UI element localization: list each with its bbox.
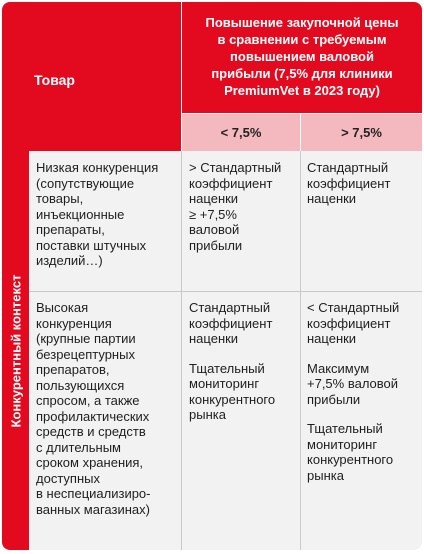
- text-line: наценки: [307, 191, 357, 206]
- text-line: конкурентного: [189, 391, 276, 407]
- header-product-label: Товар: [34, 72, 75, 88]
- header-price-increase-line: PremiumVet в 2023 году): [224, 83, 380, 98]
- text-line: Низкая конкуренция: [36, 160, 159, 175]
- text-line: Высокая: [36, 300, 89, 315]
- header-product-cell: [2, 2, 181, 151]
- text-line: наценки: [307, 331, 357, 346]
- text-line: +7,5% валовой: [307, 376, 399, 391]
- header-col-high: [301, 114, 422, 151]
- text-line: ванных магазинах): [36, 501, 150, 517]
- header-divider: [182, 113, 422, 114]
- header-price-increase-line: Повышение закупочной цены: [205, 15, 399, 30]
- text-line: коэффициент: [189, 315, 273, 331]
- text-line: прибыли: [307, 391, 361, 407]
- text-line: Тщательный: [307, 421, 383, 436]
- text-line: препараты,: [36, 222, 105, 237]
- text-line: прибыли: [189, 237, 243, 253]
- text-line: конкуренция: [36, 315, 112, 331]
- text-line: Стандартный: [189, 300, 271, 315]
- text-line: Стандартный: [307, 160, 389, 175]
- header-divider: [300, 114, 301, 151]
- text-line: сроком хранения,: [36, 455, 144, 470]
- text-line: рынка: [307, 467, 344, 483]
- text-line: изделий…): [36, 253, 103, 268]
- header-col-high-label: > 7,5%: [341, 125, 382, 140]
- text-line: > Стандартный: [189, 160, 282, 175]
- side-label: Конкурентный контекст: [8, 274, 23, 427]
- header-price-increase-cell: [182, 2, 422, 113]
- column-divider: [300, 151, 301, 550]
- text-line: препаратов,: [36, 362, 110, 377]
- header-col-low: [182, 114, 300, 151]
- text-line: конкурентного: [307, 452, 394, 467]
- text-line: коэффициент: [307, 315, 391, 331]
- header-price-increase-line: прибыли (7,5% для клиники: [211, 66, 393, 81]
- row-2-high: [307, 300, 419, 483]
- text-line: доступных: [36, 470, 100, 486]
- text-line: с длительным: [36, 439, 121, 455]
- row-1-product: [36, 160, 178, 269]
- text-line: (сопутствующие: [36, 175, 135, 191]
- text-line: в неспециализиро-: [36, 486, 151, 501]
- text-line: безрецептурных: [36, 346, 135, 362]
- text-line: инъекционные: [36, 206, 125, 222]
- header-price-increase-line: повышением валовой: [230, 49, 374, 64]
- header-price-increase-line: в сравнении с требуемым: [217, 32, 387, 47]
- text-line: рынка: [189, 407, 226, 422]
- text-line: коэффициент: [307, 175, 391, 191]
- text-line: Тщательный: [189, 360, 265, 376]
- text-line: средств и средств: [36, 424, 146, 439]
- text-line: пользующихся: [36, 377, 125, 393]
- pricing-table: [2, 2, 422, 550]
- text-line: валовой: [189, 222, 240, 237]
- column-divider: [181, 151, 182, 550]
- text-line: Максимум: [307, 360, 370, 376]
- text-line: (крупные партии: [36, 331, 136, 346]
- text-line: товары,: [36, 191, 84, 206]
- text-line: поставки штучных: [36, 237, 147, 253]
- text-line: спросом, а также: [36, 393, 140, 408]
- row-2-product: [36, 300, 178, 517]
- row-2-low: [189, 300, 299, 423]
- text-line: наценки: [189, 331, 239, 346]
- side-label-cell: [2, 151, 29, 550]
- text-line: ≥ +7,5%: [189, 206, 237, 222]
- header-col-low-label: < 7,5%: [220, 125, 262, 140]
- text-line: мониторинг: [189, 376, 260, 391]
- row-divider: [29, 291, 422, 292]
- text-line: профилактических: [36, 408, 150, 424]
- header-divider: [181, 2, 182, 151]
- text-line: мониторинг: [307, 436, 378, 452]
- text-line: < Стандартный: [307, 300, 400, 315]
- row-1-low: [189, 160, 299, 253]
- text-line: наценки: [189, 191, 239, 206]
- text-line: коэффициент: [189, 175, 273, 191]
- row-1-high: [307, 160, 419, 207]
